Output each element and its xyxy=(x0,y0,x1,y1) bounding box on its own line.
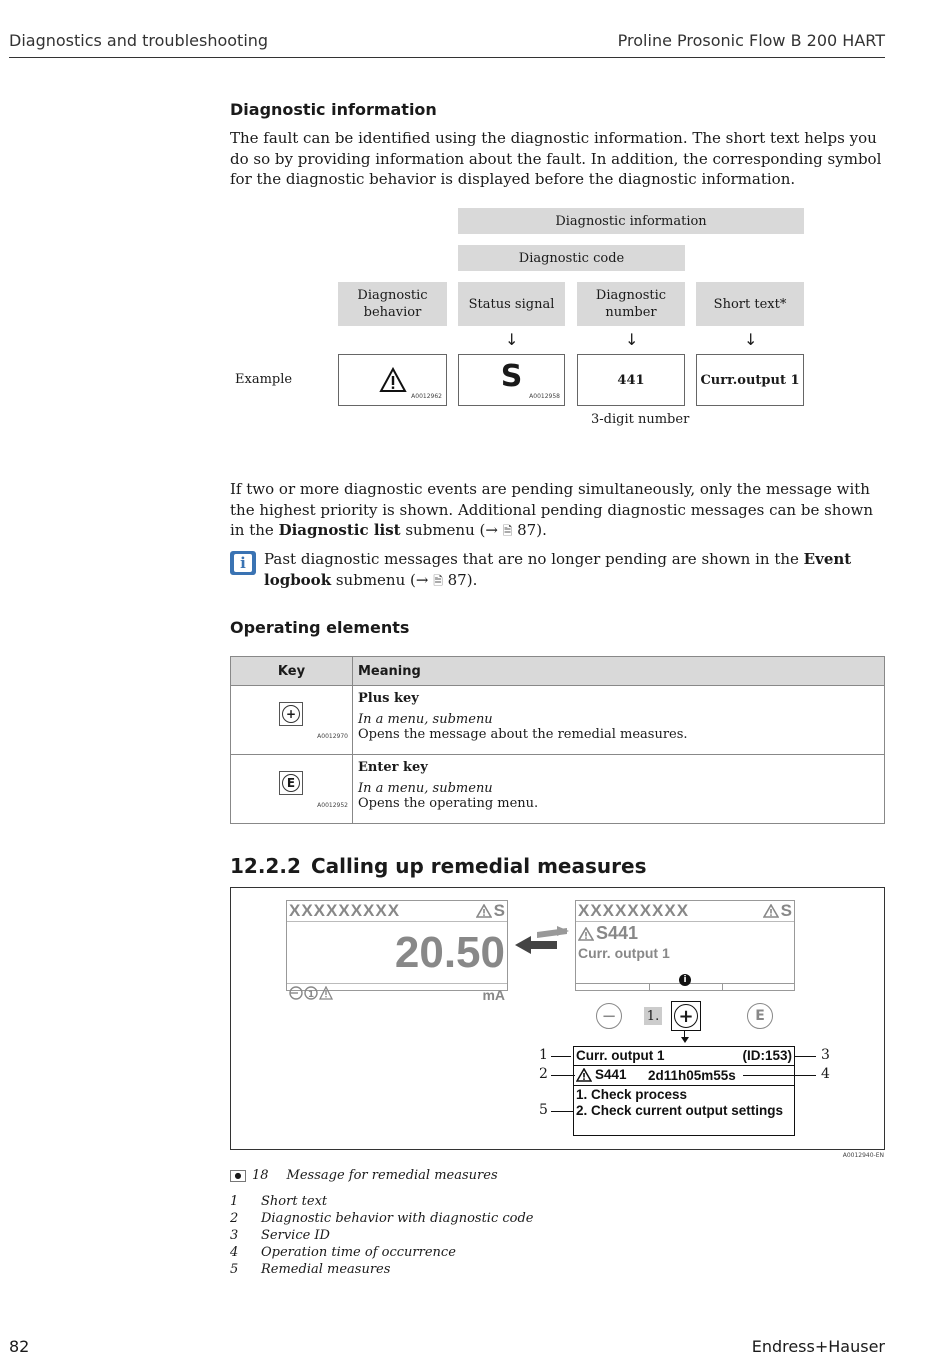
example-status-box xyxy=(458,354,565,406)
diag-event xyxy=(578,923,638,944)
figure-frame xyxy=(230,887,885,1150)
page-ref-icon: 🗎 xyxy=(502,524,513,538)
three-digit-label: 3-digit number xyxy=(591,412,690,427)
key-desc: Opens the operating menu. xyxy=(358,796,539,811)
page-ref[interactable]: 87 xyxy=(447,571,467,589)
section-title: Calling up remedial measures xyxy=(311,854,647,878)
meaning-cell xyxy=(353,686,885,755)
status-letter: S xyxy=(780,901,792,920)
down-arrow-icon: ↓ xyxy=(744,330,758,349)
example-short-box xyxy=(696,354,804,406)
key-context: In a menu, submenu xyxy=(358,712,493,727)
callout-2: 2 xyxy=(539,1066,548,1082)
figure-caption xyxy=(230,1168,498,1183)
example-label: Example xyxy=(235,372,293,387)
measured-value: 20.50 xyxy=(394,928,505,977)
warning-icon xyxy=(379,367,407,393)
col-behavior: Diagnostic behavior xyxy=(338,282,447,326)
figure-image-id: A0012940-EN xyxy=(842,1152,884,1159)
callout-4: 4 xyxy=(821,1066,830,1082)
device-tag: XXXXXXXXX xyxy=(578,901,690,920)
info-icon: i xyxy=(679,974,691,986)
msg-remedy-1: 1. Check process xyxy=(576,1087,688,1102)
warning-icon xyxy=(576,1068,592,1082)
key-context: In a menu, submenu xyxy=(358,781,493,796)
text: submenu (→ xyxy=(400,521,503,539)
example-behavior-box xyxy=(338,354,447,406)
legend-item: 4 Operation time of occurrence xyxy=(230,1245,456,1260)
col-key: Key xyxy=(231,657,353,686)
text: If two or more diagnostic events are pending simultaneously, only the message with the highest priority is shown. Additional pending diagnostic messages can be shown in the xyxy=(230,480,874,539)
col-number: Diagnostic number xyxy=(577,282,685,326)
page-ref-icon: 🗎 xyxy=(433,574,443,588)
legend-item: 3 Service ID xyxy=(230,1228,330,1243)
bold-term: Diagnostic list xyxy=(278,521,401,539)
legend-item: 2 Diagnostic behavior with diagnostic code xyxy=(230,1211,534,1226)
legend-item: 1 Short text xyxy=(230,1194,328,1209)
status-area xyxy=(763,901,792,921)
callout-1: 1 xyxy=(539,1047,548,1063)
double-arrow-icon xyxy=(513,924,569,958)
plus-key-icon xyxy=(279,702,303,726)
table-row xyxy=(231,755,885,824)
col-short: Short text* xyxy=(696,282,804,326)
code: S441 xyxy=(595,1067,627,1082)
caption-number: 18 xyxy=(252,1168,269,1183)
legend-item: 5 Remedial measures xyxy=(230,1262,391,1277)
lock-status-icon xyxy=(289,986,303,1000)
callout-5: 5 xyxy=(539,1102,548,1118)
table-row xyxy=(231,686,885,755)
plus-key[interactable]: + xyxy=(671,1001,701,1031)
operational-display xyxy=(286,900,508,1003)
meaning-cell xyxy=(353,755,885,824)
warning-icon xyxy=(578,927,594,941)
warning-icon xyxy=(319,986,333,1000)
key-symbol: E xyxy=(282,774,300,792)
text: Past diagnostic messages that are no longer pending are shown in the xyxy=(264,550,804,568)
status-area xyxy=(476,901,505,921)
key-cell xyxy=(231,686,353,755)
header-rule xyxy=(9,57,885,58)
key-symbol: + xyxy=(282,705,300,723)
status-letter: S xyxy=(493,901,505,920)
key-title: Enter key xyxy=(358,760,428,775)
text: submenu (→ xyxy=(331,571,434,589)
image-id: A0012962 xyxy=(411,393,442,400)
text: ). xyxy=(466,571,478,589)
operating-table xyxy=(230,656,885,824)
msg-short-text: Curr. output 1 xyxy=(576,1048,665,1063)
diag-code: S441 xyxy=(596,923,639,943)
device-tag: XXXXXXXXX xyxy=(289,901,401,920)
short-text: Curr.output 1 xyxy=(700,372,800,388)
table-header-row xyxy=(231,657,885,686)
svg-text:1: 1 xyxy=(307,990,315,1000)
bold-term: Event logbook xyxy=(264,550,852,589)
unit: mA xyxy=(482,987,505,1003)
page-number: 82 xyxy=(9,1337,30,1356)
callout-3: 3 xyxy=(821,1047,830,1063)
pending-paragraph xyxy=(230,479,886,542)
channel-one-icon xyxy=(304,986,318,1000)
pointer-arrow-icon xyxy=(681,1037,689,1043)
key-title: Plus key xyxy=(358,691,419,706)
msg-operation-time: 2d11h05m55s xyxy=(648,1068,736,1083)
status-icons xyxy=(289,986,333,1000)
status-signal-letter: S xyxy=(500,358,523,394)
footer-brand: Endress+Hauser xyxy=(751,1337,885,1356)
remedy-message-box xyxy=(573,1046,795,1136)
info-note xyxy=(264,549,886,592)
caption-text: Message for remedial measures xyxy=(286,1168,498,1183)
info-icon: i xyxy=(230,551,256,575)
warning-icon xyxy=(476,904,492,918)
minus-key[interactable]: − xyxy=(595,1002,623,1030)
diag-code-bar: Diagnostic code xyxy=(458,245,685,271)
operating-heading: Operating elements xyxy=(230,618,410,637)
figure-icon: ● xyxy=(230,1170,246,1182)
section-number: 12.2.2 xyxy=(230,854,301,878)
figure-legend xyxy=(230,1194,534,1279)
col-status: Status signal xyxy=(458,282,565,326)
down-arrow-icon: ↓ xyxy=(505,330,519,349)
key-desc: Opens the message about the remedial measures. xyxy=(358,727,688,742)
msg-service-id: (ID:153) xyxy=(742,1048,792,1063)
image-id: A0012952 xyxy=(317,802,348,809)
msg-remedy-2: 2. Check current output settings xyxy=(576,1103,784,1118)
image-id: A0012970 xyxy=(317,733,348,740)
warning-icon xyxy=(763,904,779,918)
col-meaning: Meaning xyxy=(353,657,885,686)
msg-diag-code xyxy=(576,1067,627,1082)
running-header-left: Diagnostics and troubleshooting xyxy=(9,31,269,50)
diag-intro: The fault can be identified using the diagnostic information. The short text helps you do so by providing information about the fault. In addition, the corresponding symbol for the diagnostic behavior is displayed before the diagnostic information. xyxy=(230,129,882,188)
image-id: A0012958 xyxy=(529,393,560,400)
step-badge: 1. xyxy=(644,1007,662,1025)
diag-heading: Diagnostic information xyxy=(230,100,437,119)
diag-number: 441 xyxy=(617,372,645,388)
enter-key[interactable]: E xyxy=(746,1002,774,1030)
enter-key-icon xyxy=(279,771,303,795)
diag-info-bar: Diagnostic information xyxy=(458,208,804,234)
running-header-right: Proline Prosonic Flow B 200 HART xyxy=(617,31,885,50)
down-arrow-icon: ↓ xyxy=(625,330,639,349)
example-number-box xyxy=(577,354,685,406)
key-cell xyxy=(231,755,353,824)
diag-short-text: Curr. output 1 xyxy=(578,945,670,961)
text: ). xyxy=(536,521,547,539)
page-ref[interactable]: 87 xyxy=(517,521,537,539)
